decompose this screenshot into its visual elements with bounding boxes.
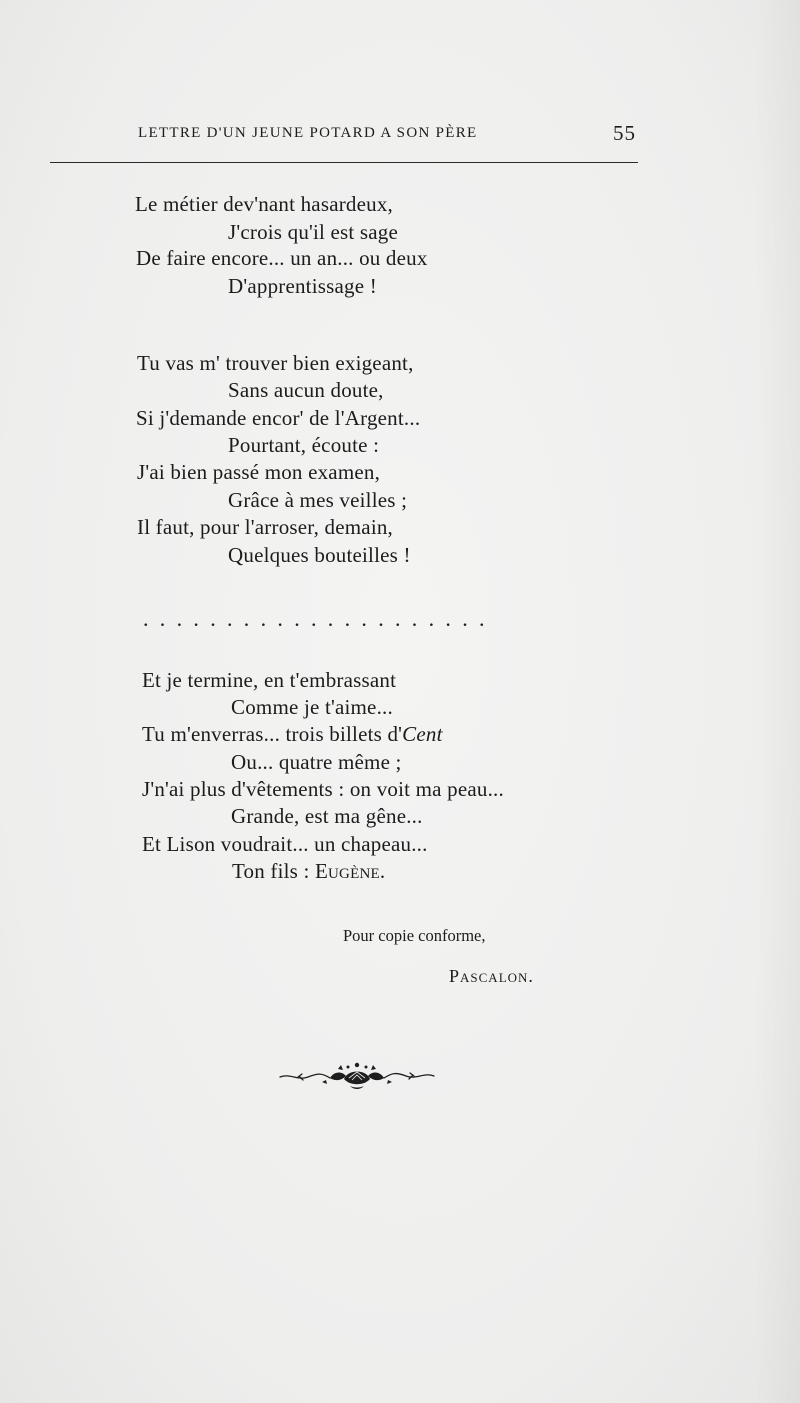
page-gutter-shadow [754, 0, 800, 1403]
verse-line [142, 724, 443, 745]
signoff-name: Eugène. [314, 859, 386, 883]
verse-line: Comme je t'aime... [231, 695, 393, 719]
running-title: LETTRE D'UN JEUNE POTARD A SON PÈRE [138, 125, 478, 141]
verse-line: Quelques bouteilles ! [228, 543, 411, 567]
verse-line: J'ai bien passé mon examen, [137, 460, 381, 484]
verse-line: Et je termine, en t'embrassant [142, 668, 397, 692]
signature: Pascalon. [449, 966, 534, 986]
header-rule [50, 162, 638, 163]
ellipsis-row: ..................... [143, 606, 496, 631]
verse-line: D'apprentissage ! [228, 274, 377, 298]
verse-line: Grande, est ma gêne... [231, 804, 423, 828]
verse-line: J'n'ai plus d'vêtements : on voit ma peau... [142, 777, 504, 801]
verse-line: J'crois qu'il est sage [228, 220, 399, 244]
verse-line: Grâce à mes veilles ; [228, 488, 408, 512]
verse-line-text: Ton fils : [232, 859, 315, 883]
floral-tailpiece-icon [278, 1059, 436, 1095]
verse-line: De faire encore... un an... ou deux [136, 246, 428, 270]
verse-line: Si j'demande encor' de l'Argent... [136, 406, 421, 430]
copy-note: Pour copie conforme, [343, 926, 486, 945]
verse-line: Tu vas m' trouver bien exigeant, [137, 351, 414, 375]
verse-line: Il faut, pour l'arroser, demain, [137, 515, 394, 539]
verse-line: Ou... quatre même ; [231, 750, 402, 774]
italic-word: Cent [402, 722, 443, 746]
verse-line: Le métier dev'nant hasardeux, [135, 192, 393, 216]
verse-line [232, 861, 385, 882]
verse-line: Sans aucun doute, [228, 378, 384, 402]
verse-line: Pourtant, écoute : [228, 433, 380, 457]
verse-line-text: Tu m'enverras... trois billets d' [142, 722, 403, 746]
verse-line: Et Lison voudrait... un chapeau... [142, 832, 428, 856]
page-number: 55 [613, 121, 636, 145]
